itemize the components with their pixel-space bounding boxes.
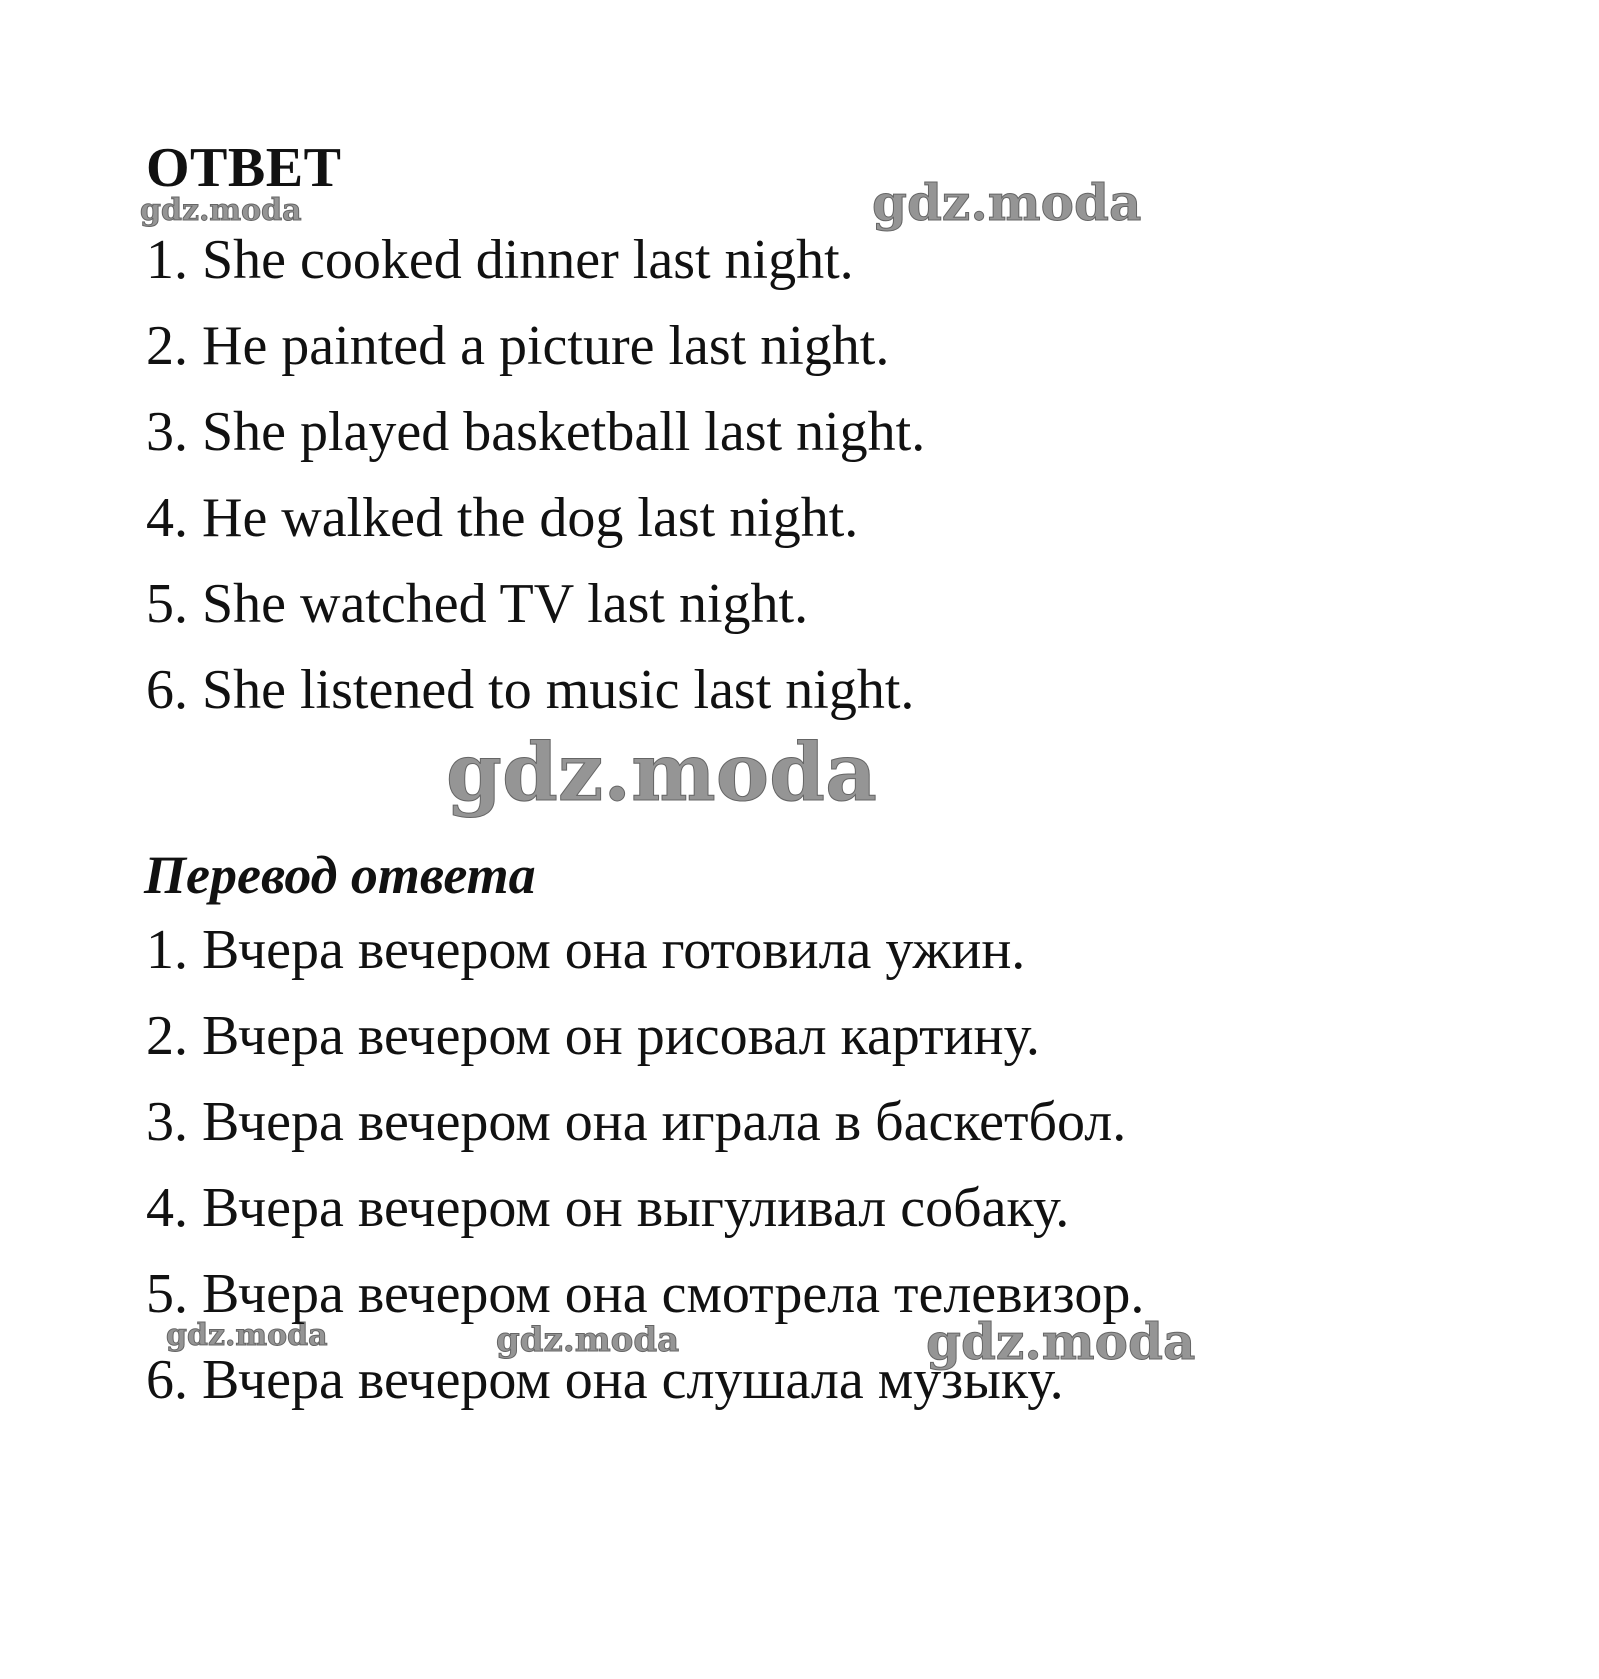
list-item: 3. She played basketball last night.	[146, 401, 926, 463]
list-item: 4. Вчера вечером он выгуливал собаку.	[146, 1177, 1070, 1239]
list-item: 6. She listened to music last night.	[146, 659, 915, 721]
watermark: gdz.moda	[446, 725, 877, 819]
watermark: gdz.moda	[140, 193, 302, 228]
watermark: gdz.moda	[872, 173, 1142, 232]
list-item: 2. He painted a picture last night.	[146, 315, 890, 377]
list-item: 1. Вчера вечером она готовила ужин.	[146, 919, 1026, 981]
list-item: 3. Вчера вечером она играла в баскетбол.	[146, 1091, 1127, 1153]
list-item: 4. He walked the dog last night.	[146, 487, 859, 549]
watermark: gdz.moda	[926, 1312, 1196, 1371]
translation-heading: Перевод ответа	[144, 845, 536, 905]
list-item: 2. Вчера вечером он рисовал картину.	[146, 1005, 1040, 1067]
list-item: 6. Вчера вечером она слушала музыку.	[146, 1349, 1064, 1411]
list-item: 5. Вчера вечером она смотрела телевизор.	[146, 1263, 1145, 1325]
watermark: gdz.moda	[496, 1320, 680, 1360]
watermark: gdz.moda	[166, 1318, 328, 1353]
answer-heading: ОТВЕТ	[146, 137, 342, 199]
list-item: 1. She cooked dinner last night.	[146, 229, 854, 291]
list-item: 5. She watched TV last night.	[146, 573, 809, 635]
